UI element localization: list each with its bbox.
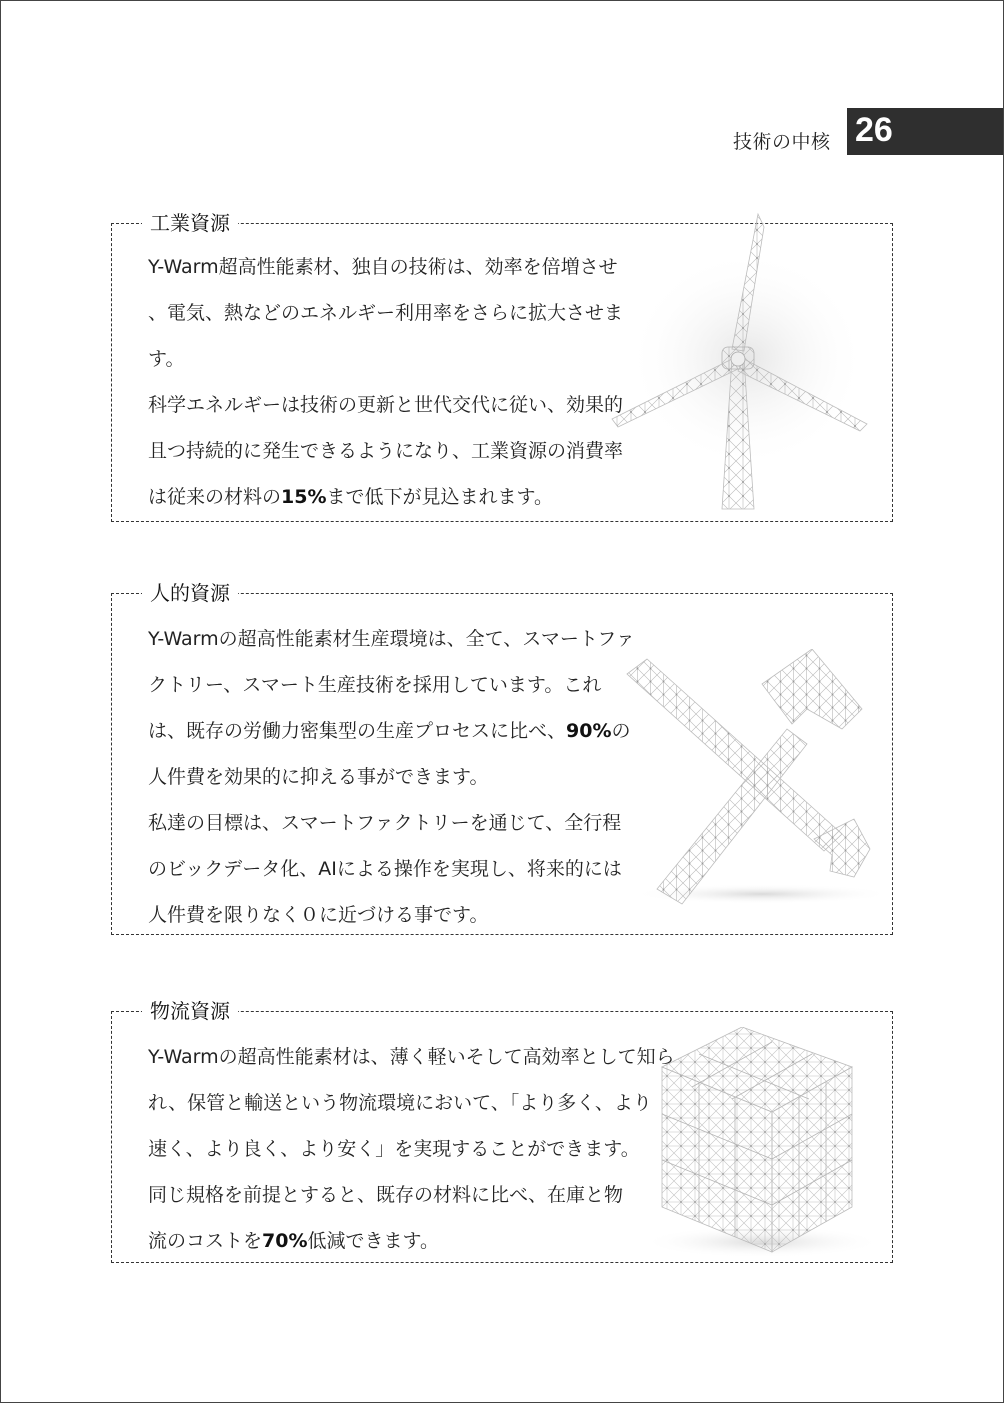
logistics-resources-body	[148, 1034, 718, 1264]
text-line-part: 流のコストを	[148, 1230, 263, 1252]
text-line: Y-Warmの超高性能素材生産環境は、全て、スマートファ	[148, 628, 635, 650]
human-resources-title: 人的資源	[142, 579, 238, 607]
text-line: Y-Warm超高性能素材、独自の技術は、効率を倍増させ	[148, 256, 618, 278]
text-line: 且つ持続的に発生できるようになり、工業資源の消費率	[148, 440, 624, 462]
text-line: 同じ規格を前提とすると、既存の材料に比べ、在庫と物	[148, 1184, 624, 1206]
text-line: 、電気、熱などのエネルギー利用率をさらに拡大させま	[148, 302, 624, 324]
human-resources-body	[148, 616, 708, 938]
text-line: Y-Warmの超高性能素材は、薄く軽いそして高効率として知ら	[148, 1046, 675, 1068]
text-line-part: まで低下が見込まれます。	[326, 486, 553, 508]
text-line: クトリー、スマート生産技術を採用しています。これ	[148, 674, 602, 696]
industrial-resources-title: 工業資源	[142, 209, 238, 237]
text-line: 私達の目標は、スマートファクトリーを通じて、全行程	[148, 812, 622, 834]
section-label: 技術の中核	[733, 131, 831, 153]
text-line-part: 低減できます。	[307, 1230, 439, 1252]
highlight-percent: 15%	[281, 486, 327, 508]
highlight-percent: 70%	[262, 1230, 308, 1252]
text-line: す。	[148, 348, 185, 370]
text-line-part: の	[611, 720, 631, 742]
page-number-badge	[847, 108, 1004, 155]
text-line-part: は従来の材料の	[148, 486, 282, 508]
text-line: のビックデータ化、AIによる操作を実現し、将来的には	[148, 858, 622, 880]
text-line: 科学エネルギーは技術の更新と世代交代に従い、効果的	[148, 394, 624, 416]
page-number: 26	[855, 111, 893, 149]
text-line: 人件費を限りなく０に近づける事です。	[148, 904, 489, 926]
industrial-resources-body	[148, 244, 708, 520]
industrial-resources-box	[111, 211, 893, 522]
text-line: 速く、より良く、より安く」を実現することができます。	[148, 1138, 640, 1160]
human-resources-box	[111, 581, 893, 935]
logistics-resources-box	[111, 999, 893, 1263]
logistics-resources-title: 物流資源	[142, 997, 238, 1025]
text-line-part: は、既存の労働力密集型の生産プロセスに比べ、	[148, 720, 567, 742]
text-line: 人件費を効果的に抑える事ができます。	[148, 766, 489, 788]
highlight-percent: 90%	[566, 720, 612, 742]
text-line: れ、保管と輸送という物流環境において、「より多く、より	[148, 1092, 652, 1114]
